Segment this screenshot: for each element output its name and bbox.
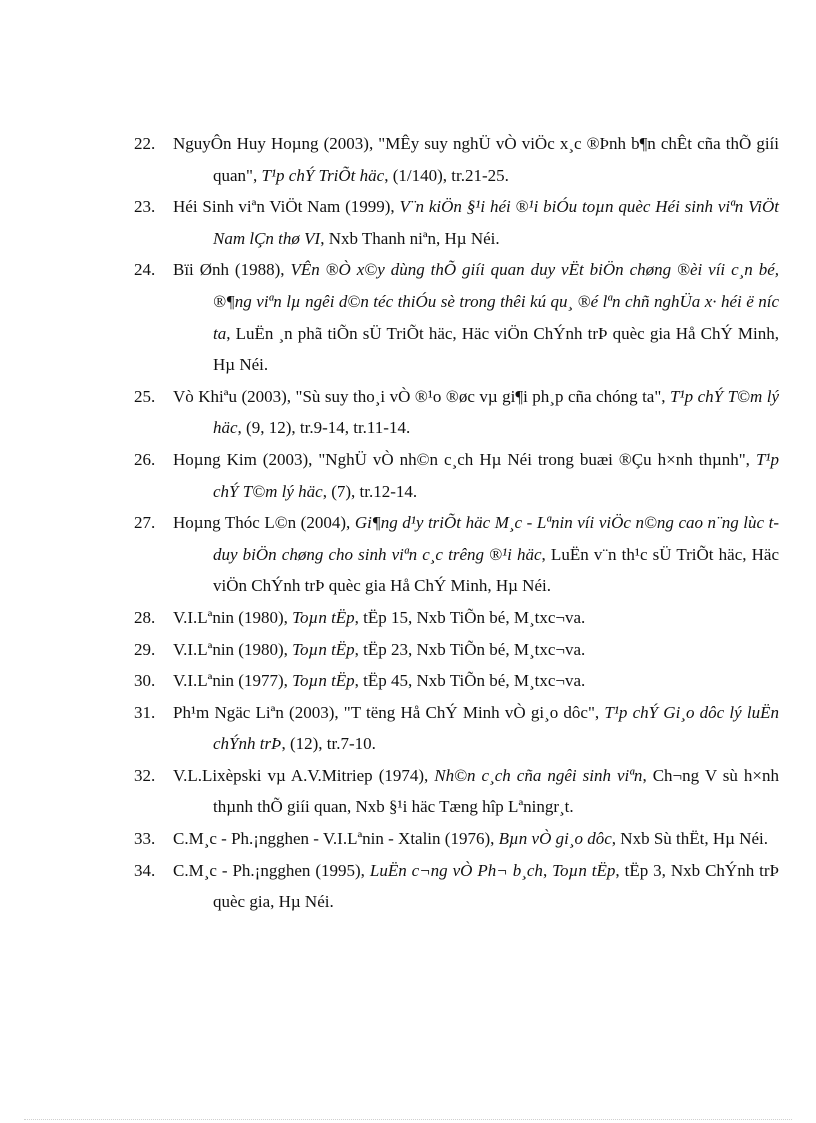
reference-text [173,855,779,918]
reference-text-run: Héi Sinh viªn ViÖt Nam (1999), [173,197,400,217]
reference-item [0,665,816,697]
reference-text [173,381,779,444]
reference-title-italic: T¹p chÝ T©m lý häc [213,449,779,501]
document-page [0,128,816,918]
reference-text-run: C.M¸c - Ph.¡ngghen - V.I.Lªnin - Xtalin (1976), [173,829,499,849]
reference-text [173,507,779,602]
reference-number: 29. [134,639,156,659]
reference-number: 32. [134,765,156,785]
reference-text-run: V.I.Lªnin (1977), [173,671,293,691]
reference-text-run: Hoµng Thóc L©n (2004), [173,513,355,533]
reference-item [0,697,816,760]
reference-text-run: , tËp 15, Nxb TiÕn bé, M¸txc¬va. [354,607,586,627]
reference-text [173,760,779,823]
reference-number: 22. [134,134,156,153]
reference-title-italic: Toµn tËp [292,639,355,659]
reference-title-italic: T¹p chÝ TriÕt häc [261,165,385,185]
reference-number: 26. [134,449,156,469]
reference-text-run: , LuËn v¨n th¹c sÜ TriÕt häc, Häc viÖn ChÝnh trÞ quèc gia Hå ChÝ Minh, Hµ Néi. [213,544,779,596]
page-bottom-rule [24,1119,792,1120]
reference-number: 33. [134,829,156,849]
reference-title-italic: VÊn ®Ò x©y dùng thÕ giíi quan duy vËt biÖn chøng ®èi víi c¸n bé, ®¶ng viªn lµ ngêi d©n téc thiÓu sè trong thêi kú qu¸ ®é lªn chñ nghÜa x· héi ë níc ta [213,260,780,343]
reference-number: 30. [134,671,156,691]
reference-title-italic: Gi¶ng d¹y triÕt häc M¸c - Lªnin víi viÖc n©ng cao n¨ng lùc t duy biÖn chøng cho sinh viªn c¸c trêng ®¹i häc [213,513,779,564]
reference-text-run: , (7), tr.12-14. [322,481,418,501]
reference-title-italic: Toµn tËp [552,860,616,880]
reference-item [0,254,816,380]
reference-text-run: , (12), tr.7-10. [281,734,376,754]
reference-text-run: , [542,860,553,880]
reference-item [0,507,816,602]
reference-text-run: V.L.Lixèpski vµ A.V.Mitriep (1974), [173,765,435,785]
reference-number: 24. [134,260,156,280]
reference-text-run: , Ch¬ng V sù h×nh thµnh thÕ giíi quan, Nxb §¹i häc Tæng hîp Lªningr¸t. [213,765,780,817]
reference-title-italic: Bµn vÒ gi¸o dôc [498,829,612,849]
reference-title-italic: Nh©n c¸ch cña ngêi sinh viªn [434,765,643,785]
reference-text [173,823,779,855]
reference-title-italic: T¹p chÝ Gi¸o dôc lý luËn chÝnh trÞ [213,702,779,754]
reference-item [0,128,816,191]
reference-number: 28. [134,607,156,627]
reference-text-run: , (9, 12), tr.9-14, tr.11-14. [237,418,411,438]
reference-text-run: Bïi Ønh (1988), [173,260,291,280]
reference-title-italic: LuËn c¬ng vÒ Ph¬ b¸ch [369,860,543,880]
reference-text [173,697,779,760]
reference-item [0,760,816,823]
reference-text-run: C.M¸c - Ph.¡ngghen (1995), [173,860,370,880]
reference-list [0,128,816,918]
reference-number: 34. [134,860,156,880]
reference-text-run: , tËp 45, Nxb TiÕn bé, M¸txc¬va. [354,671,586,691]
reference-number: 27. [134,513,156,533]
reference-title-italic: T¹p chÝ T©m lý häc [213,386,780,438]
reference-text [173,191,779,254]
reference-number: 23. [134,197,156,217]
reference-text-run: , LuËn ¸n phã tiÕn sÜ TriÕt häc, Häc viÖn ChÝnh trÞ quèc gia Hå ChÝ Minh, Hµ Néi. [213,323,779,375]
reference-text-run: V.I.Lªnin (1980), [173,607,293,627]
reference-text [173,634,779,666]
reference-text-run: , tËp 3, Nxb ChÝnh trÞ quèc gia, Hµ Néi. [213,860,779,912]
reference-title-italic: Toµn tËp [292,607,355,627]
reference-text-run: Hoµng Kim (2003), "NghÜ vÒ nh©n c¸ch Hµ Néi trong buæi ®Çu h×nh thµnh", [173,449,756,469]
reference-title-italic: Toµn tËp [292,671,355,691]
reference-number: 25. [134,386,156,406]
reference-text [173,444,779,507]
reference-title-italic: V¨n kiÖn §¹i héi ®¹i biÓu toµn quèc Héi sinh viªn ViÖt Nam lÇn thø VI [213,197,779,248]
reference-item [0,855,816,918]
reference-text-run: V.I.Lªnin (1980), [173,639,293,659]
reference-text-run: , (1/140), tr.21-25. [384,165,509,185]
reference-text-run: Ph¹m Ngäc Liªn (2003), "T tëng Hå ChÝ Minh vÒ gi¸o dôc", [173,702,605,722]
reference-text [173,254,779,380]
reference-text-run: Vò Khiªu (2003), "Sù suy tho¸i vÒ ®¹o ®øc vµ gi¶i ph¸p cña chóng ta", [173,386,671,406]
reference-text-run: , Nxb Thanh niªn, Hµ Néi. [320,228,500,248]
reference-item [0,634,816,666]
reference-text-run: NguyÔn Huy Hoµng (2003), "MÊy suy nghÜ vÒ viÖc x¸c ®Þnh b¶n chÊt cña thÕ giíi quan", [173,134,779,185]
reference-text [173,665,779,697]
reference-text-run: , tËp 23, Nxb TiÕn bé, M¸txc¬va. [354,639,586,659]
reference-item [0,823,816,855]
reference-text-run: , Nxb Sù thËt, Hµ Néi. [611,829,768,849]
reference-number: 31. [134,702,156,722]
reference-text [173,128,779,191]
reference-text [173,602,779,634]
reference-item [0,191,816,254]
reference-item [0,444,816,507]
reference-item [0,381,816,444]
reference-item [0,602,816,634]
